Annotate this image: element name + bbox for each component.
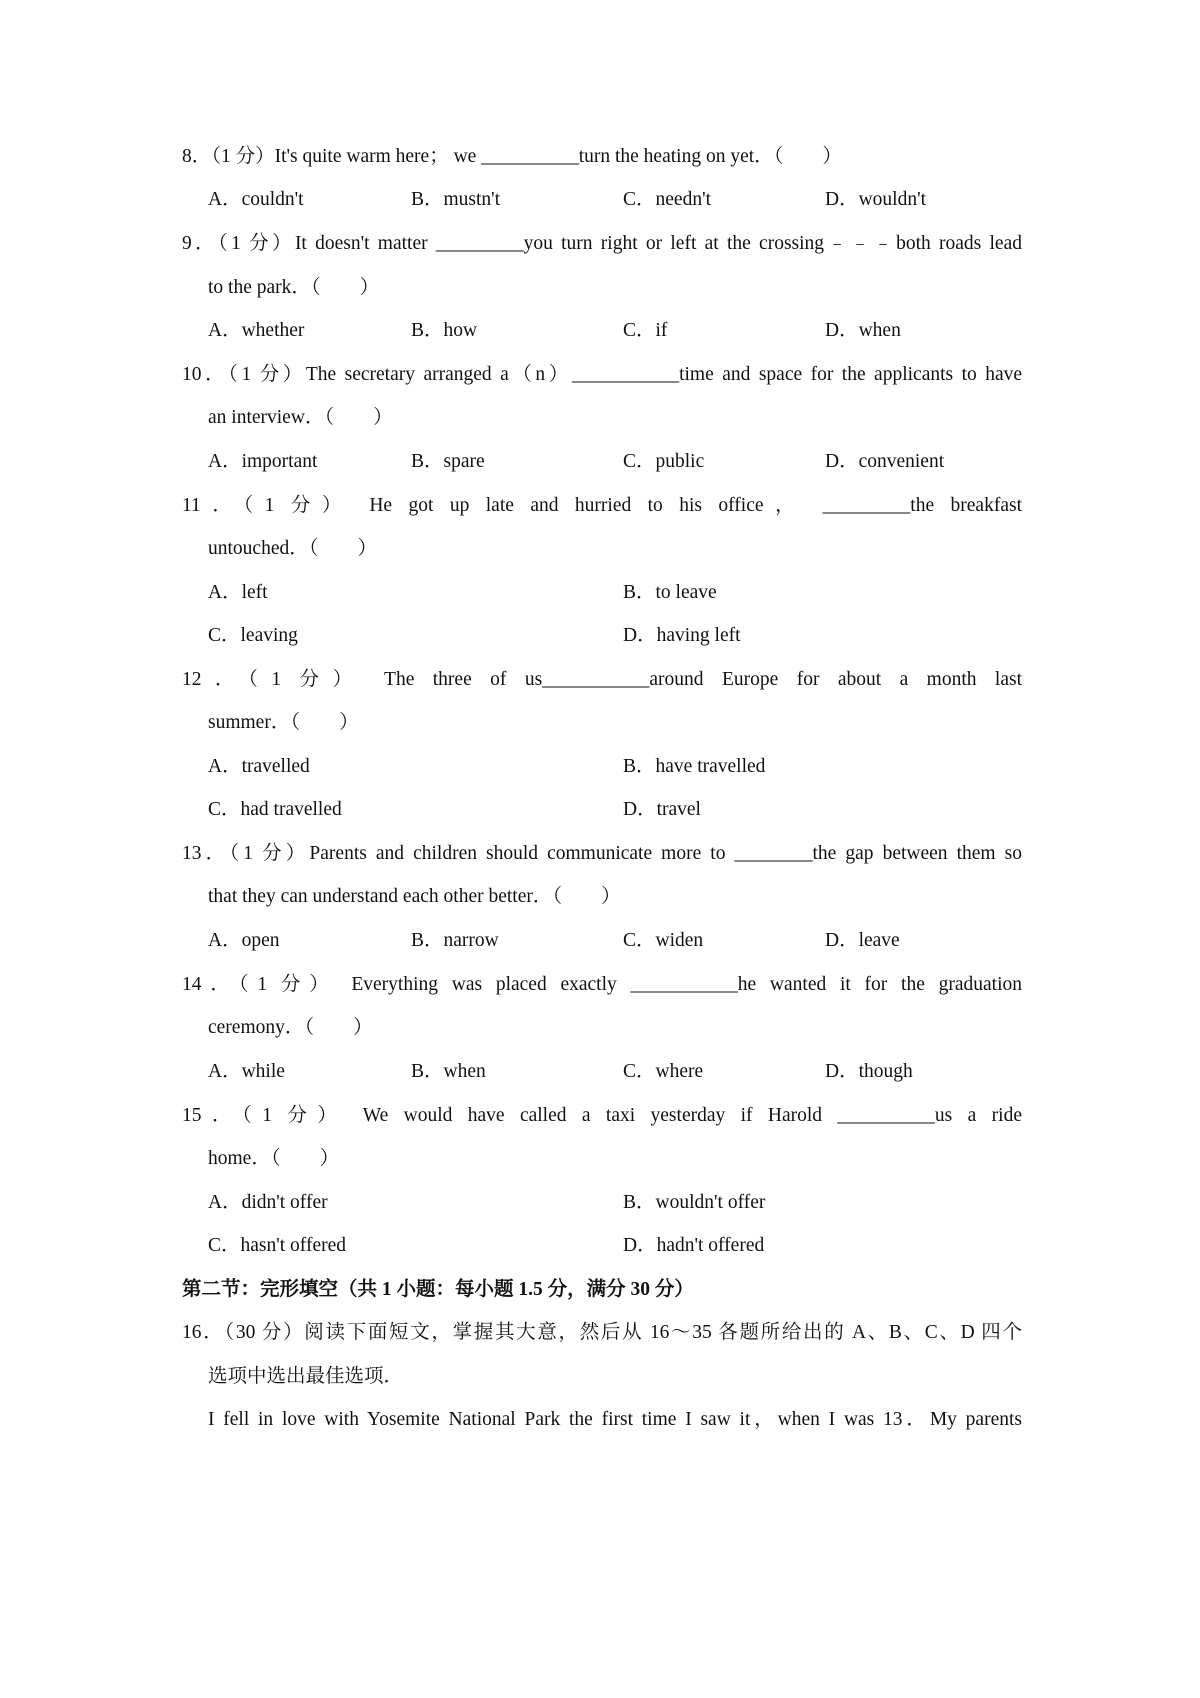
option-d[interactable]: D．having left [623,625,741,646]
question-12-stem-line-1: 12．（1 分） The three of us___________around Europe for about a month last [182,669,1022,690]
question-8-stem: 8．（1 分）It's quite warm here； we __________turn the heating on yet．（ ） [182,146,842,167]
option-a[interactable]: A．couldn't [208,189,304,210]
question-15-stem-line-1: 15．（1 分） We would have called a taxi yesterday if Harold __________us a ride [182,1105,1022,1126]
option-b[interactable]: B．spare [411,451,485,472]
option-a[interactable]: A．left [208,582,268,603]
option-c[interactable]: C．had travelled [208,799,342,820]
question-11-stem-line-2: untouched．（ ） [208,538,377,559]
option-b[interactable]: B．narrow [411,930,499,951]
section-title: 第二节：完形填空（共 1 小题：每小题 1.5 分，满分 30 分） [182,1279,694,1300]
option-c[interactable]: C．public [623,451,705,472]
option-a[interactable]: A．travelled [208,756,310,777]
option-b[interactable]: B．when [411,1061,486,1082]
question-12-stem-line-2: summer．（ ） [208,712,359,733]
option-b[interactable]: B．wouldn't offer [623,1192,766,1213]
question-16-instruction-line-2: 选项中选出最佳选项． [208,1366,404,1387]
option-a[interactable]: A．while [208,1061,285,1082]
option-d[interactable]: D．when [825,320,901,341]
option-d[interactable]: D．though [825,1061,913,1082]
option-d[interactable]: D．hadn't offered [623,1235,765,1256]
question-10-stem-line-2: an interview．（ ） [208,407,393,428]
question-10-stem-line-1: 10．（1 分）The secretary arranged a（n）___________time and space for the applicants to have [182,364,1022,385]
option-c[interactable]: C．hasn't offered [208,1235,346,1256]
passage-line-1: I fell in love with Yosemite National Park the first time I saw it，when I was 13．My parents [208,1409,1022,1430]
option-c[interactable]: C．widen [623,930,704,951]
question-9-stem-line-2: to the park．（ ） [208,277,380,298]
option-b[interactable]: B．have travelled [623,756,766,777]
option-b[interactable]: B．to leave [623,582,717,603]
option-c[interactable]: C．if [623,320,668,341]
question-14-stem-line-2: ceremony．（ ） [208,1017,373,1038]
question-11-stem-line-1: 11．（1 分） He got up late and hurried to his office， _________the breakfast [182,495,1022,516]
question-13-stem-line-2: that they can understand each other better．（ ） [208,886,621,907]
question-16-instruction-line-1: 16．（30 分）阅读下面短文，掌握其大意，然后从 16～35 各题所给出的 A、B、C、D 四个 [182,1322,1022,1343]
question-14-stem-line-1: 14．（1 分） Everything was placed exactly ___________he wanted it for the graduation [182,974,1022,995]
question-15-stem-line-2: home．（ ） [208,1148,340,1169]
option-d[interactable]: D．leave [825,930,900,951]
option-a[interactable]: A．whether [208,320,305,341]
option-d[interactable]: D．convenient [825,451,945,472]
option-d[interactable]: D．travel [623,799,701,820]
option-b[interactable]: B．mustn't [411,189,501,210]
option-a[interactable]: A．important [208,451,318,472]
option-a[interactable]: A．open [208,930,280,951]
option-c[interactable]: C．needn't [623,189,711,210]
option-a[interactable]: A．didn't offer [208,1192,328,1213]
option-c[interactable]: C．where [623,1061,704,1082]
question-13-stem-line-1: 13．（1 分）Parents and children should communicate more to ________the gap between them so [182,843,1022,864]
question-9-stem-line-1: 9．（1 分）It doesn't matter _________you turn right or left at the crossing﹣﹣﹣both roads lead [182,233,1022,254]
option-c[interactable]: C．leaving [208,625,298,646]
option-d[interactable]: D．wouldn't [825,189,927,210]
option-b[interactable]: B．how [411,320,478,341]
